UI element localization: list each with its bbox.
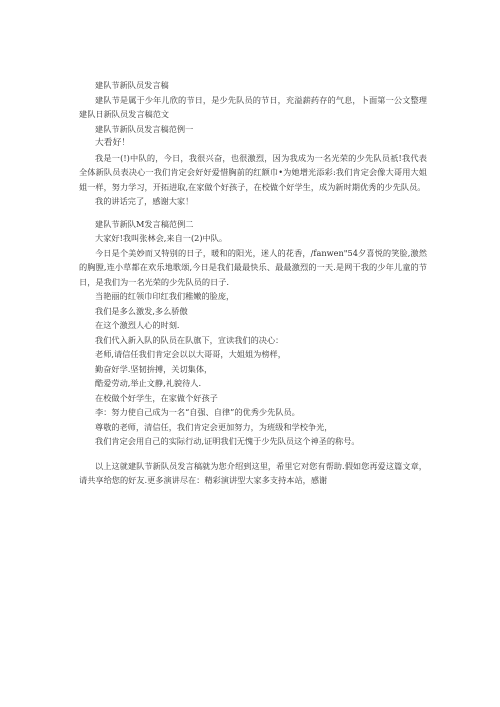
example2-line: 在校做个好学生，在家做个好孩子: [95, 392, 218, 403]
example1-body: 我是一(!)中队的，今日，我很兴奋，也很激烈，因为我成为一名光荣的少先队员祇!我代表全体新队员表决心一我们肯定会好好爱惜胸前的红额巾•为她增光添彩:我们肯定会像大哥用大姐姐一样，努力学习，开拓进取,在家做个好孩子，在校做个好学生，成为新时期优秀的少先队员。: [79, 152, 427, 192]
example1-closing: 我的讲话完了，感谢大家！: [95, 196, 194, 206]
example2-line: 酷爱劳动,举止文静,礼貌待人.: [95, 378, 202, 388]
example2-line: 勤奋好学.坚韧拚搏，关切集体，: [95, 363, 213, 374]
example2-line: 我们是多么激发,多么骄傲: [95, 305, 188, 316]
example2-line: 尊敬的老师，清信任，我们肯定会更加努力，为班级和学校争光，: [95, 421, 333, 432]
intro-paragraph: 建队节是属于少年儿欣的节日，是少先队员的节日，充溢薪药存的气息，卜面第一公文整理建队日新队员发言稿范文: [79, 94, 427, 119]
example2-heading: 建队节新队M发言稿范例二: [95, 218, 194, 229]
example2-line: 在这个激烈人心的时刻.: [95, 320, 180, 330]
example2-line: 今日是个美妙而又特别的日子，暖和的阳光，迷人的花香，/fanwen"54夕喜悦的笑脸,激然的胸膛,连小草都在欢乐地歌颂,今日是我们最最快乐、最最激烈的一天.是网干我的少年儿童的节日，是我们为一名光荣的少先队员的日子.: [79, 247, 427, 287]
footer-paragraph: 以上这就建队节新队员发言稿就为您介绍到这里，希里它对您有帮助.假如您再爱这篇文章，请共享给您的好友.更多演讲尽在：精彩演讲型大家多支持本站，感谢: [79, 460, 427, 485]
example1-greeting: 大看好！: [95, 138, 131, 148]
example2-line: 李：努力使自己成为一名“自强、自律”的优秀少先队员。: [95, 407, 300, 417]
example2-line: 我们肯定会用自己的实际行动,证明我们无愧于少先队员这个神圣的称号。: [95, 436, 360, 446]
example2-line: 大家好!我叫张林会,来自一(2)中队。: [95, 233, 228, 243]
example2-line: 老师,请信任我们肯定会以以大哥哥，大姐姐为榜样，: [95, 349, 286, 359]
document-body: [79, 78, 427, 488]
example1-heading: 建队节新队员发言稿范例一: [95, 123, 194, 134]
document-title: 建队节新队员发言稿: [95, 80, 169, 90]
example2-line: 当艳丽的红领巾印红我们稚嫩的脸庞，: [95, 291, 235, 301]
example2-line: 我们代入新入队的队员在队旗下，宣读我们的决心：: [95, 334, 284, 345]
